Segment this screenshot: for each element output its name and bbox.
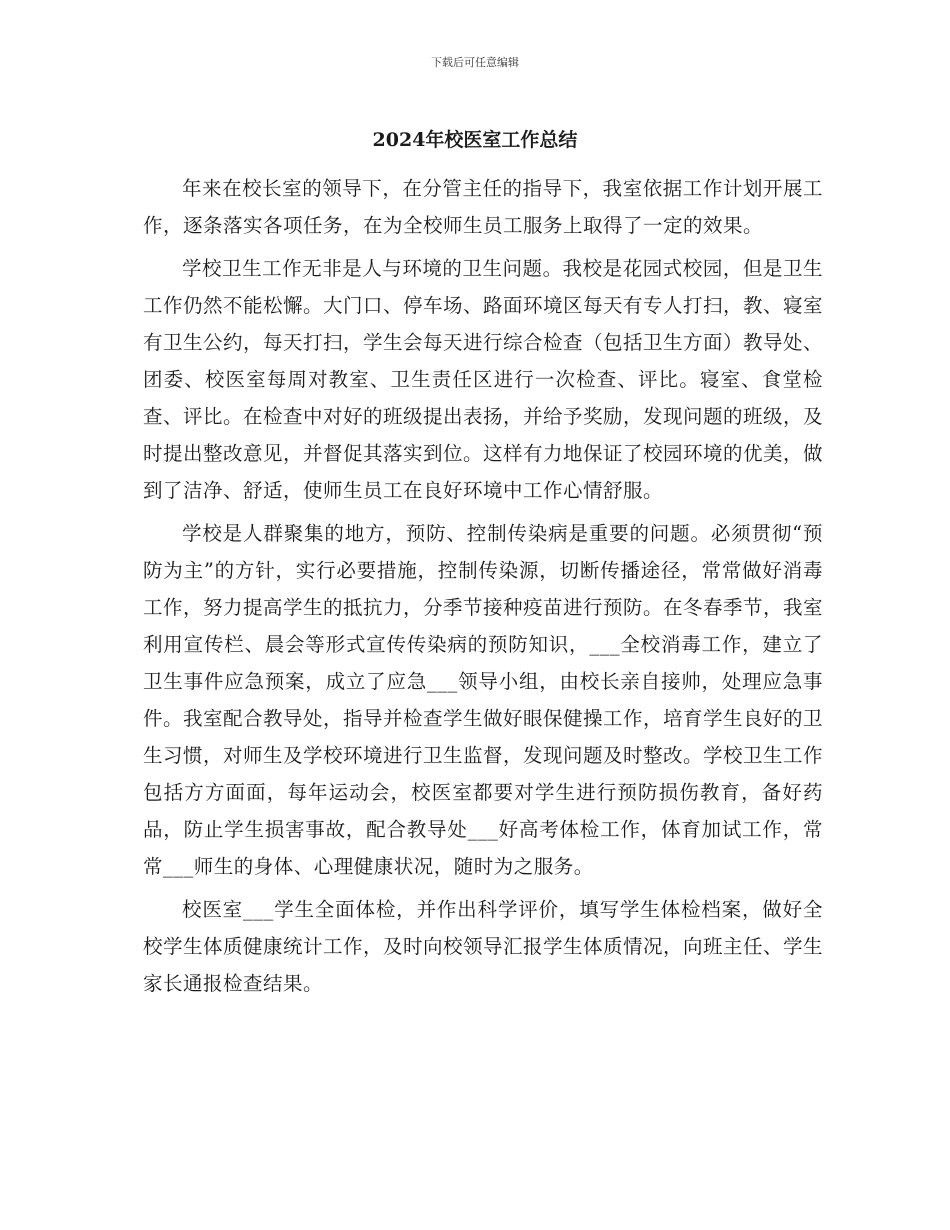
header-note: 下载后可任意编辑	[431, 56, 519, 69]
document-body	[143, 170, 823, 1008]
document-title: 2024年校医室工作总结	[372, 129, 578, 151]
paragraph-2: 学校卫生工作无非是人与环境的卫生问题。我校是花园式校园，但是卫生工作仍然不能松懈。大门口、停车场、路面环境区每天有专人打扫，教、寝室有卫生公约，每天打扫，学生会每天进行综合检查（包括卫生方面）教导处、团委、校医室每周对教室、卫生责任区进行一次检查、评比。寝室、食堂检查、评比。在检查中对好的班级提出表扬，并给予奖励，发现问题的班级，及时提出整改意见，并督促其落实到位。这样有力地保证了校园环境的优美，做到了洁净、舒适，使师生员工在良好环境中工作心情舒服。	[143, 257, 824, 502]
paragraph-4: 校医室___学生全面体检，并作出科学评价，填写学生体检档案，做好全校学生体质健康统计工作，及时向校领导汇报学生体质情况，向班主任、学生家长通报检查结果。	[143, 898, 824, 995]
paragraph-1: 年来在校长室的领导下，在分管主任的指导下，我室依据工作计划开展工作，逐条落实各项任务，在为全校师生员工服务上取得了一定的效果。	[143, 177, 823, 237]
paragraph-3: 学校是人群聚集的地方，预防、控制传染病是重要的问题。必须贯彻“预防为主”的方针，实行必要措施，控制传染源，切断传播途径，常常做好消毒工作，努力提高学生的抵抗力，分季节接种疫苗进行预防。在冬春季节，我室利用宣传栏、晨会等形式宣传传染病的预防知识，___全校消毒工作，建立了卫生事件应急预案，成立了应急___领导小组，由校长亲自接帅，处理应急事件。我室配合教导处，指导并检查学生做好眼保健操工作，培育学生良好的卫生习惯，对师生及学校环境进行卫生监督，发现问题及时整改。学校卫生工作包括方方面面，每年运动会，校医室都要对学生进行预防损伤教育，备好药品，防止学生损害事故，配合教导处___好高考体检工作，体育加试工作，常常___师生的身体、心理健康状况，随时为之服务。	[143, 522, 824, 878]
